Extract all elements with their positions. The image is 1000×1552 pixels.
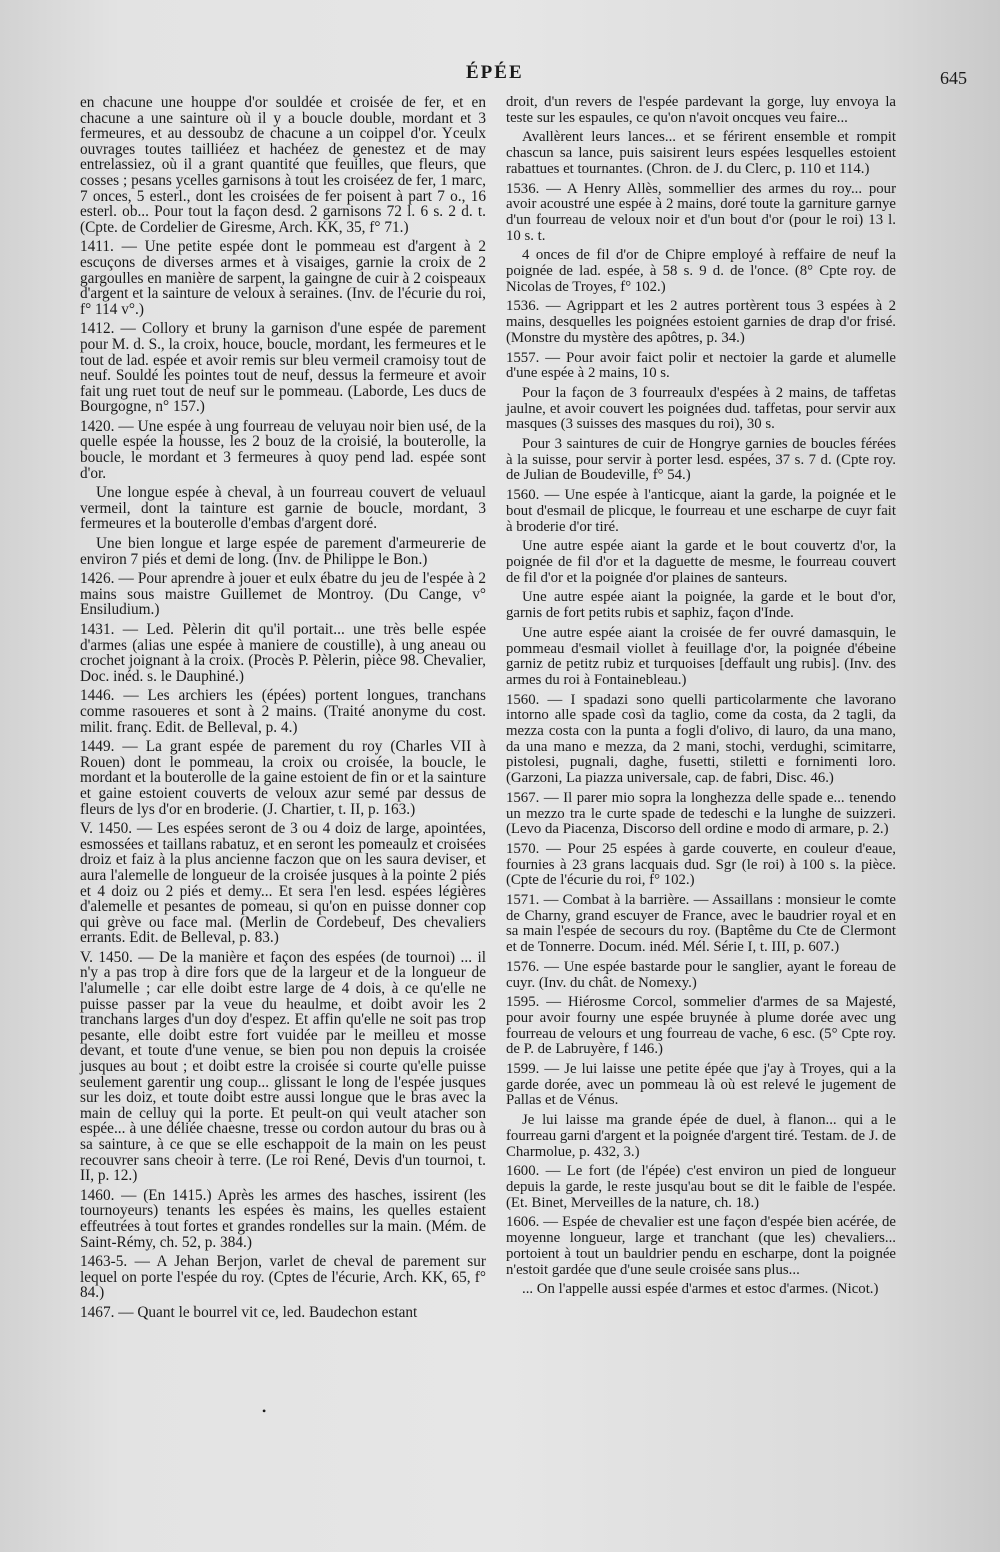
text-paragraph: 1536. — A Henry Allès, sommellier des armes du roy... pour avoir acoustré une espée à 2 mains, doré toute la garniture garnye d'un fourreau de veloux noir et d'un bout d'or (pour le roi) 13 l. 10 s. t. [506,180,896,244]
text-paragraph: 1463-5. — A Jehan Berjon, varlet de cheval de parement sur lequel on porte l'espée du roy. (Cptes de l'écurie, Arch. KK, 65, f° 84.) [80,1253,486,1302]
text-paragraph: 1449. — La grant espée de parement du roy (Charles VII à Rouen) dont le pommeau, la croix ou croisée, la boucle, le mordant et la bouterolle de la gaine estoient de fin or et la sainture et gaine estoient couverts de veloux azur semé par dessus de fleurs de lys d'or en broderie. (J. Chartier, t. II, p. 163.) [80,738,486,818]
text-paragraph: 1411. — Une petite espée dont le pommeau est d'argent à 2 escuçons de diverses armes et à visaiges, garnie la croix de 2 gargoulles en manière de sarpent, la gaingne de cuir à 2 coispeaux d'argent et la sainture de veloux à seraines. (Inv. de l'écurie du roi, f° 114 v°.) [80,238,486,318]
text-paragraph: 1412. — Collory et bruny la garnison d'une espée de parement pour M. d. S., la croix, houce, boucle, mordant, les fermeures et le tout de lad. espée et avoir remis sur bleu vermeil cramoisy tout de neuf. Souldé les pointes tout de neuf, dessus la fermeure et avoir fait ung ruet tout de neuf sur le pommeau. (Laborde, Les ducs de Bourgogne, n° 157.) [80,320,486,416]
text-paragraph: Pour 3 saintures de cuir de Hongrye garnies de boucles férées à la suisse, pour servir à porter lesd. espées, 37 s. 7 d. (Cpte roy. de Julian de Boudeville, f° 54.) [506,436,896,484]
left-column [80,95,486,1325]
text-paragraph: 1560. — I spadazi sono quelli particolarmente che lavorano intorno alle spade così da taglio, come da costa, da 2 tagli, da mezza costa con la punta a fogli d'olivo, di lauro, da una mano, da una mano e mezza, da 2 mani, stochi, verdughi, scimitarre, pistolesi, pugnali, daghe, fusetti, stiletti e fornimenti loro. (Garzoni, La piazza universale, cap. de fabri, Disc. 46.) [506,691,896,787]
text-paragraph: Pour la façon de 3 fourreaulx d'espées à 2 mains, de taffetas jaulne, et avoir couvert les poignées dud. taffetas, pour servir aux masques (3 suisses des masques du roi), 30 s. [506,384,896,433]
text-paragraph: 1560. — Une espée à l'anticque, aiant la garde, la poignée et le bout d'esmail de plicque, le fourreau et une escharpe de cuyr fait à broderie d'or tiré. [506,487,896,535]
text-paragraph: 1571. — Combat à la barrière. — Assaillans : monsieur le comte de Charny, grand escuyer de France, avec le baudrier royal et en sa main l'espée de secours du roy. (Baptême du Cte de Clermont et de Tonnerre. Docum. inéd. Mél. Série I, t. III, p. 607.) [506,892,896,956]
text-paragraph: 1599. — Je lui laisse une petite épée que j'ay à Troyes, qui a la garde dorée, avec un pommeau là où est relevé le jugement de Pallas et de Vénus. [506,1061,896,1109]
page-number: 645 [940,68,967,88]
text-paragraph: 1467. — Quant le bourrel vit ce, led. Baudechon estant [80,1303,418,1321]
text-paragraph: Une autre espée aiant la croisée de fer ouvré damasquin, le pommeau d'esmail viollet à feuillage d'or, la poignée d'ébeine garniz de petitz rubiz et turquoises [deffault ung rubis]. (Inv. des armes du roi à Fontainebleau.) [506,624,896,688]
right-column [506,95,896,1302]
text-paragraph: 1595. — Hiérosme Corcol, sommelier d'armes de sa Majesté, pour avoir fourny une espée bruynée à plume dorée avec ung fourreau de velours et ung fourreau de vache, 6 esc. (5° Cpte roy. de P. de Labruyère, f 146.) [506,994,896,1058]
running-head [0,62,1000,86]
text-paragraph: V. 1450. — De la manière et façon des espées (de tournoi) ... il n'y a pas trop à dire fors que de la largeur et de la longueur de l'alumelle ; car elle doibt estre large de 4 dois, à ce qu'elle ne puisse passer par la veue du heaulme, et doibt avoir les 2 tranchans larges d'un doy d'espez. Et affin qu'elle ne soit pas trop pesante, elle doibt estre fort vuidée par le meilleu et mosse devant, et toute d'une venue, se bien pou non depuis la croisée jusques au bout ; et doibt estre la croisée si courte qu'elle puisse seulement garentir ung coup... glissant le long de l'espée jusques sur les doiz, et toute doibt estre aussi longue que le bras avec la main de celluy qui la porte. Et peult-on qui veult atacher son espée... à une déliée chaesne, tresse ou cordon autour du bras ou à sa sainture, à ce que se elle eschappoit de la main on les peust recouvrer sans cheoir à terre. (Le roi René, Devis d'un tournoi, t. II, p. 12.) [80,948,486,1185]
text-paragraph: 1600. — Le fort (de l'épée) c'est environ un pied de longueur depuis la garde, le reste jusqu'au bout se dit le faible de l'espée. (Et. Binet, Merveilles de la nature, ch. 18.) [506,1163,896,1211]
text-paragraph: ... On l'appelle aussi espée d'armes et estoc d'armes. (Nicot.) [522,1281,879,1298]
page-title: ÉPÉE [466,62,524,83]
text-paragraph: 1420. — Une espée à ung fourreau de veluyau noir bien usé, de la quelle espée la housse, les 2 bouz de la croisié, la bouterolle, la boucle, le mordant et 3 fermeures à quoy pend lad. espée sont d'or. [80,417,486,482]
text-paragraph: 1426. — Pour aprendre à jouer et eulx ébatre du jeu de l'espée à 2 mains sous maistre Guillemet de Montroy. (Du Cange, v° Ensiludium.) [80,570,486,619]
text-paragraph: Avallèrent leurs lances... et se férirent ensemble et rompit chascun sa lance, puis saisirent leurs espées lesquelles estoient rabattues et tournantes. (Chron. de J. du Clerc, p. 110 et 114.) [506,129,896,177]
text-paragraph: Une autre espée aiant la garde et le bout couvertz d'or, la poignée de fil d'or et la daguette de mesme, le fourreau couvert de fil d'or et la poignée d'or plaines de santeurs. [506,538,896,586]
text-paragraph: 4 onces de fil d'or de Chipre employé à reffaire de neuf la poignée de lad. espée, à 58 s. 9 d. de l'once. (8° Cpte roy. de Nicolas de Troyes, f° 102.) [506,247,896,295]
footer-ornament: • [262,1404,267,1418]
text-paragraph: 1567. — Il parer mio sopra la longhezza delle spade e... tenendo un mezzo tra le curte spade de tedeschi e la lunghe de suizzeri. (Levo da Piacenza, Discorso dell ordine e modo di armare, p. 2.) [506,789,896,838]
text-paragraph: 1431. — Led. Pèlerin dit qu'il portait... une très belle espée d'armes (alias une espée à maniere de coustille), à ung aneau ou crochet joignant à la croix. (Procès P. Pèlerin, pièce 98. Chevalier, Doc. inéd. s. le Dauphiné.) [80,621,486,685]
text-paragraph: 1536. — Agrippart et les 2 autres portèrent tous 3 espées à 2 mains, desquelles les poignées estoient garnies de drap d'or frisé. (Monstre du mystère des apôtres, p. 34.) [506,298,896,346]
text-paragraph: 1606. — Espée de chevalier est une façon d'espée bien acérée, de moyenne longueur, large et tranchant (que les) chevaliers... portoient à tout un bauldrier pendu en escharpe, dont la poignée n'estoit gardée que d'une seule croisée sans plus... [506,1214,896,1278]
text-paragraph: Je lui laisse ma grande épée de duel, à flanon... qui a le fourreau garni d'argent et la poignée d'argent tiré. Testam. de J. de Charmolue, p. 432, 3.) [506,1112,896,1160]
text-paragraph: 1557. — Pour avoir faict polir et nectoier la garde et alumelle d'une espée à 2 mains, 10 s. [506,349,896,382]
text-paragraph: Une autre espée aiant la poignée, la garde et le bout d'or, garnis de fort petits rubis et saphiz, façon d'Inde. [506,589,896,622]
text-paragraph: 1446. — Les archiers les (épées) portent longues, tranchans comme rasoueres et sont à 2 mains. (Traité anonyme du cost. milit. franç. Edit. de Belleval, p. 4.) [80,687,486,736]
text-paragraph: droit, d'un revers de l'espée pardevant la gorge, luy envoya la teste sur les espaules, ce qu'on n'avoit oncques veu faire... [506,94,896,126]
text-paragraph: Une bien longue et large espée de parement d'armeurerie de environ 7 piés et demi de long. (Inv. de Philippe le Bon.) [80,535,486,568]
text-paragraph: 1460. — (En 1415.) Après les armes des hasches, issirent (les tournoyeurs) tenants les espées ès mains, les quelles estaient effeutrées à tout fortes et grandes rondelles sur la main. (Mém. de Saint-Rémy, ch. 52, p. 384.) [80,1186,486,1251]
text-paragraph: 1576. — Une espée bastarde pour le sanglier, ayant le foreau de cuyr. (Inv. du chât. de Nomexy.) [506,958,896,991]
text-paragraph: en chacune une houppe d'or souldée et croisée de fer, et en chacune a une sainture où il y a boucle double, mordant et 3 fermeures, et au dessoubz de chacune a un coippel d'or. Yceulx ouvrages toutes tailliéez et hachéez de genestez et de may entrelassiez, où il a grant quantité que feuilles, que fleurs, que cosses ; pesans ycelles garnisons à tout les croiséez de fer, 1 marc, 7 onces, 5 esterl., dont les croisées de fer poisent à part 7 o., 16 esterl. ob... Pour tout la façon desd. 2 garnisons 72 l. 6 s. 2 d. t. (Cpte. de Cordelier de Giresme, Arch. KK, 35, f° 71.) [80,94,486,236]
text-paragraph: 1570. — Pour 25 espées à garde couverte, en couleur d'eaue, fournies à 23 grans lacquais dud. Sgr (le roi) à 100 s. la pièce. (Cpte de l'écurie du roi, f° 102.) [506,840,896,889]
text-paragraph: Une longue espée à cheval, à un fourreau couvert de veluaul vermeil, dont la tainture est garnie de boucle, mordant, 3 fermeures et la bouterolle d'embas d'argent doré. [80,484,486,533]
text-paragraph: V. 1450. — Les espées seront de 3 ou 4 doiz de large, apointées, esmossées et taillans rabatuz, et en seront les pomeaulz et croisées droiz et faiz à la plus ancienne faczon que on les saura deviser, et aura l'alemelle de longueur de la croisée jusques à la pointe 2 piés et 4 doiz ou 2 piés et demy... Et sera l'en lesd. espées légières d'alemelle et pesantes de pomeau, si qu'on en puisse donner cop qui grève ou face mal. (Merlin de Cordebeuf, Des chevaliers errants. Edit. de Belleval, p. 83.) [80,820,486,947]
